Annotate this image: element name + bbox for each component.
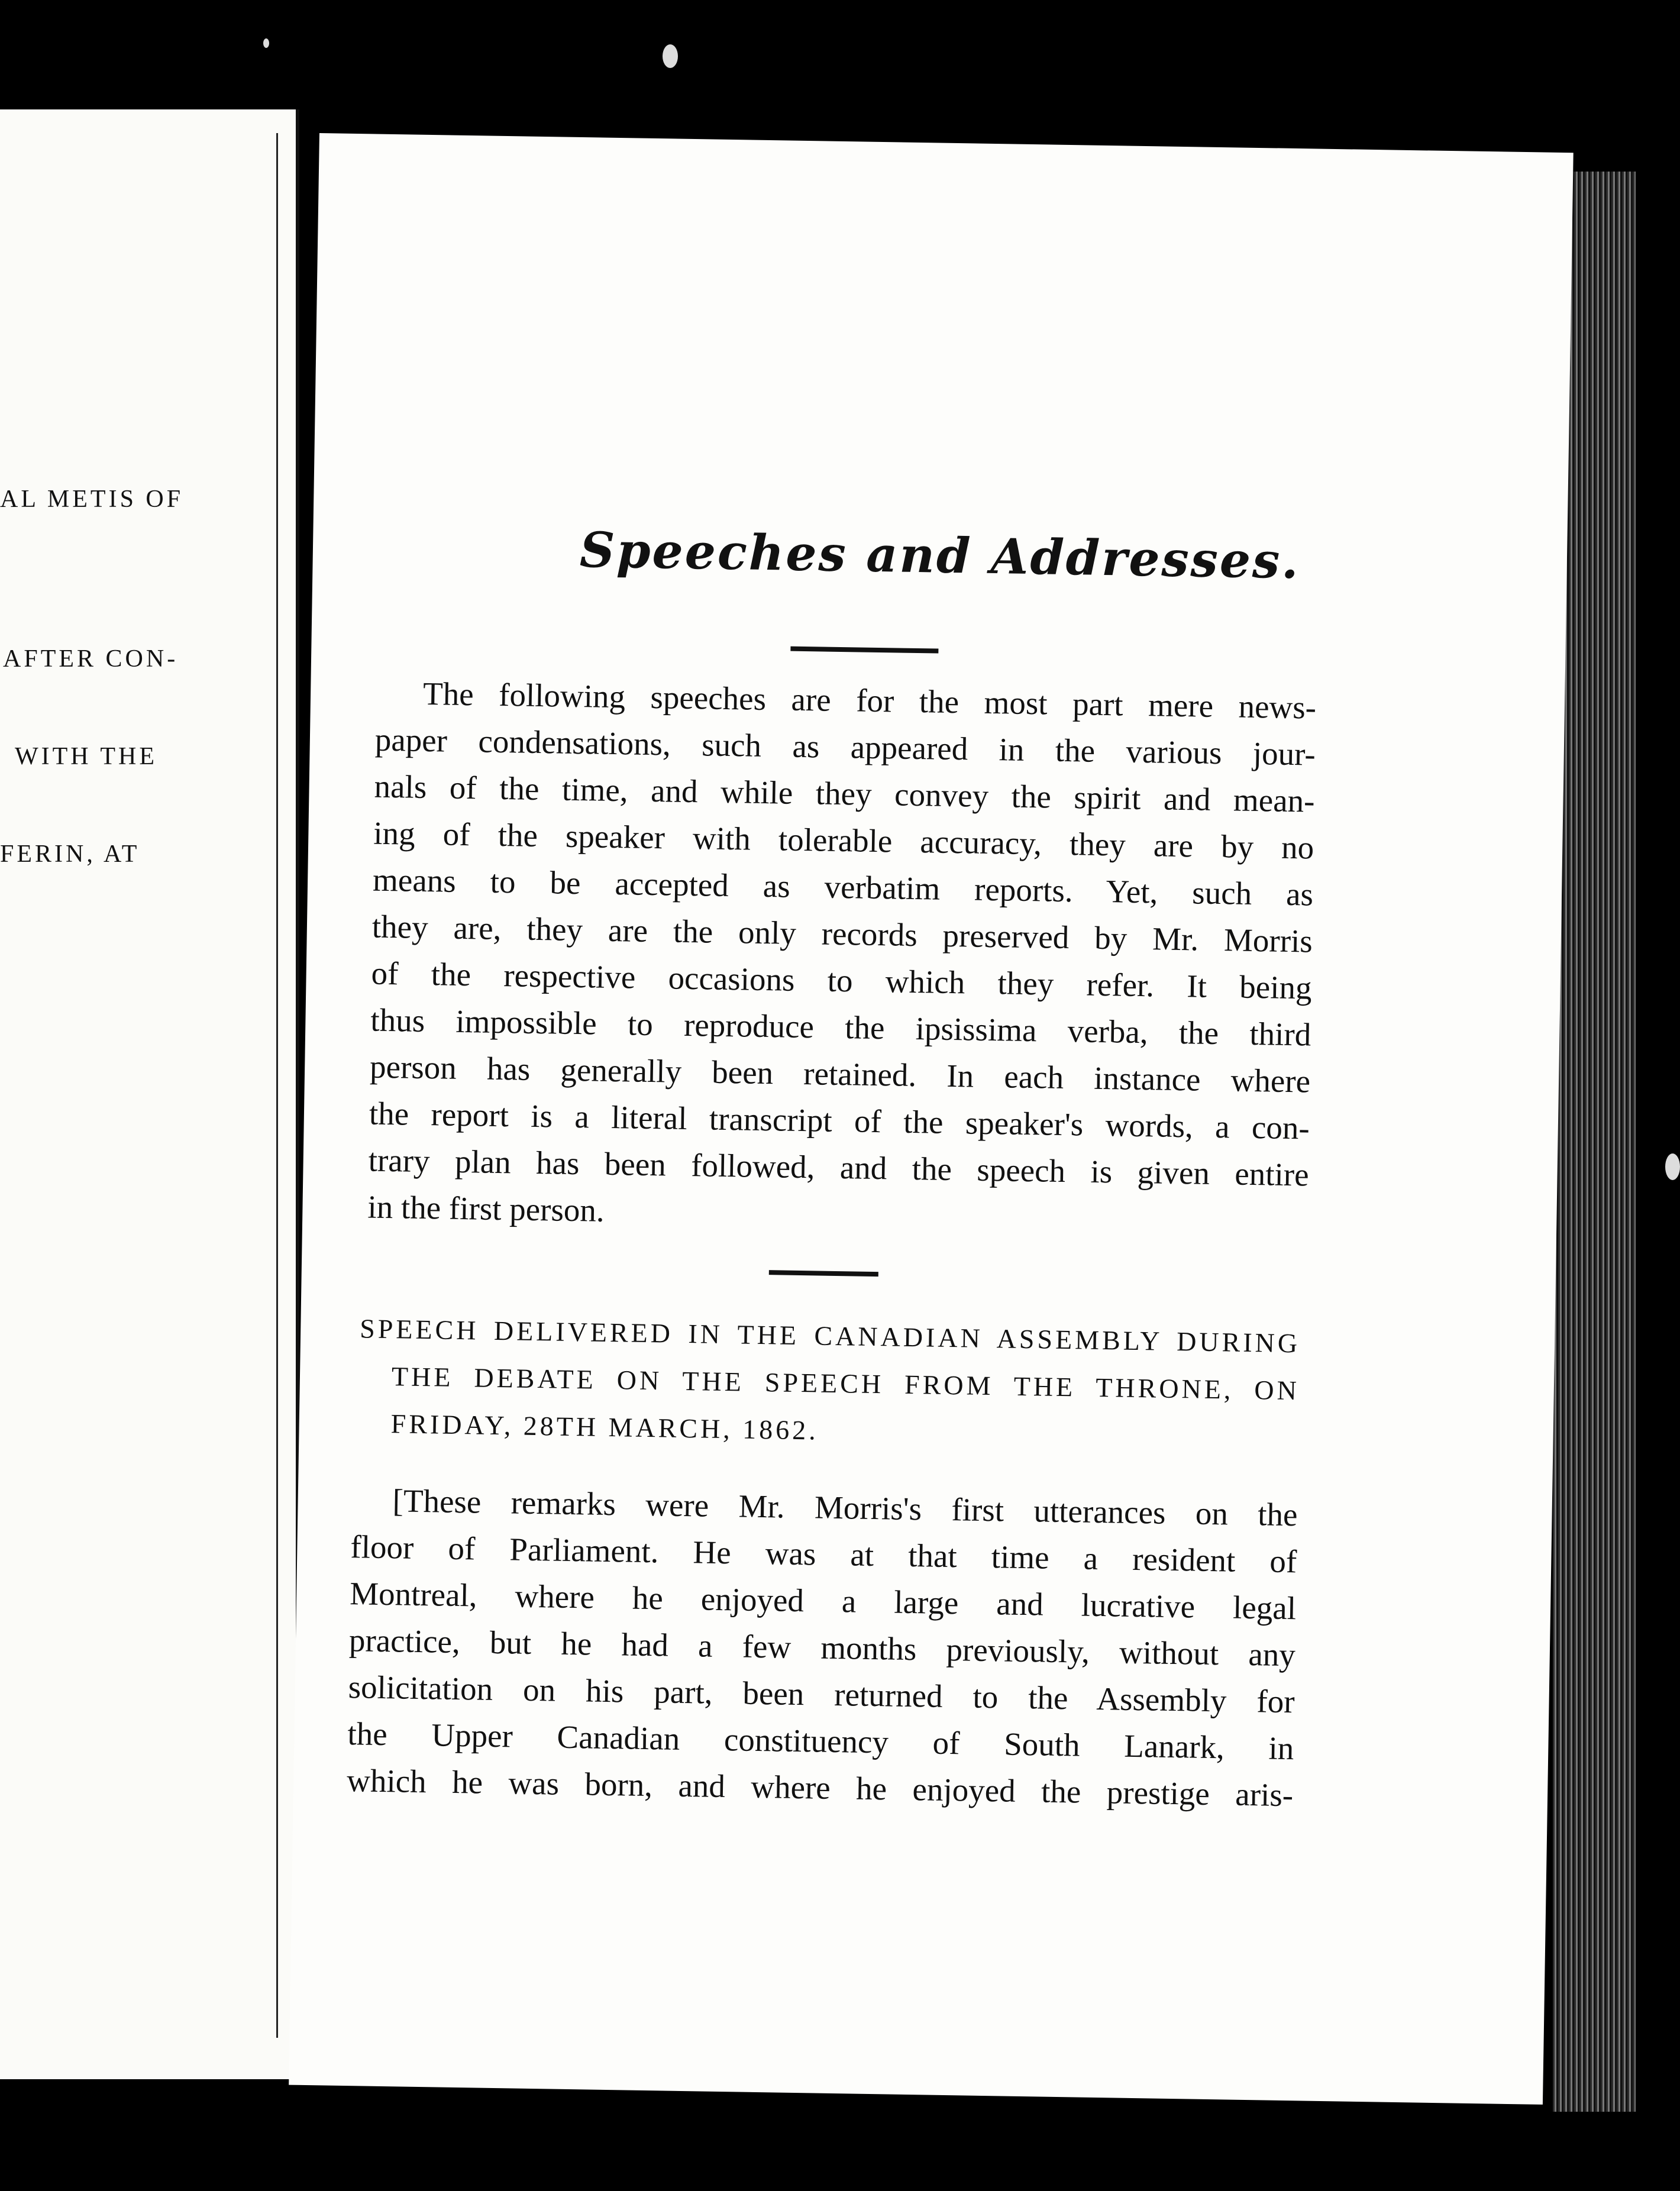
- right-page: [289, 133, 1574, 2105]
- intro-line: they are, they are the only records preserved by Mr. Morris: [371, 908, 1313, 959]
- intro-line: ing of the speaker with tolerable accuracy, they are by no: [373, 815, 1314, 866]
- scan-speck: [1665, 1153, 1680, 1180]
- body-line: practice, but he had a few months previously, without any: [348, 1622, 1296, 1673]
- speech-title-line: SPEECH DELIVERED IN THE CANADIAN ASSEMBLY DURING: [359, 1313, 1301, 1359]
- body-line: solicitation on his part, been returned to the Assembly for: [348, 1669, 1295, 1720]
- speech-title-line: THE DEBATE ON THE SPEECH FROM THE THRONE, ON: [391, 1361, 1300, 1406]
- body-line: floor of Parliament. He was at that time a resident of: [350, 1528, 1297, 1580]
- speech-title-line: FRIDAY, 28TH MARCH, 1862.: [390, 1408, 819, 1446]
- intro-line: means to be accepted as verbatim reports. Yet, such as: [372, 861, 1314, 913]
- left-page-snippet: WITH THE: [15, 743, 157, 770]
- body-paragraph: [347, 1476, 1298, 1818]
- left-page-snippet: AL METIS OF: [0, 486, 184, 513]
- body-line: the Upper Canadian constituency of South Lanark, in: [347, 1715, 1294, 1767]
- intro-line: trary plan has been followed, and the speech is given entire: [368, 1142, 1310, 1193]
- body-line: Montreal, where he enjoyed a large and lucrative legal: [349, 1575, 1297, 1627]
- body-line: [These remarks were Mr. Morris's first utterances on the: [392, 1482, 1298, 1533]
- left-page-snippet: FERIN, AT: [0, 841, 140, 868]
- intro-paragraph: [367, 670, 1317, 1245]
- intro-line: in the first person.: [367, 1188, 605, 1229]
- intro-line: of the respective occasions to which they refer. It being: [371, 955, 1312, 1006]
- intro-line: thus impossible to reproduce the ipsissima verba, the third: [370, 1001, 1311, 1053]
- speech-title: [358, 1305, 1301, 1462]
- scan-speck: [263, 38, 269, 48]
- heading-rule: [790, 647, 938, 654]
- body-line: which he was born, and where he enjoyed the prestige aris-: [346, 1762, 1294, 1814]
- left-page-snippet: AFTER CON-: [3, 645, 179, 673]
- intro-line: The following speeches are for the most part mere news-: [422, 675, 1317, 726]
- intro-line: person has generally been retained. In each instance where: [369, 1048, 1311, 1100]
- left-page: [0, 109, 299, 2079]
- intro-line: the report is a literal transcript of the speaker's words, a con-: [369, 1095, 1310, 1146]
- page-heading: Speeches and Addresses.: [579, 522, 1301, 590]
- section-rule: [769, 1270, 878, 1277]
- gutter-line: [276, 133, 278, 2038]
- intro-line: nals of the time, and while they convey the spirit and mean-: [374, 768, 1315, 819]
- scan-speck: [663, 44, 678, 68]
- intro-line: paper condensations, such as appeared in the various jour-: [374, 721, 1316, 773]
